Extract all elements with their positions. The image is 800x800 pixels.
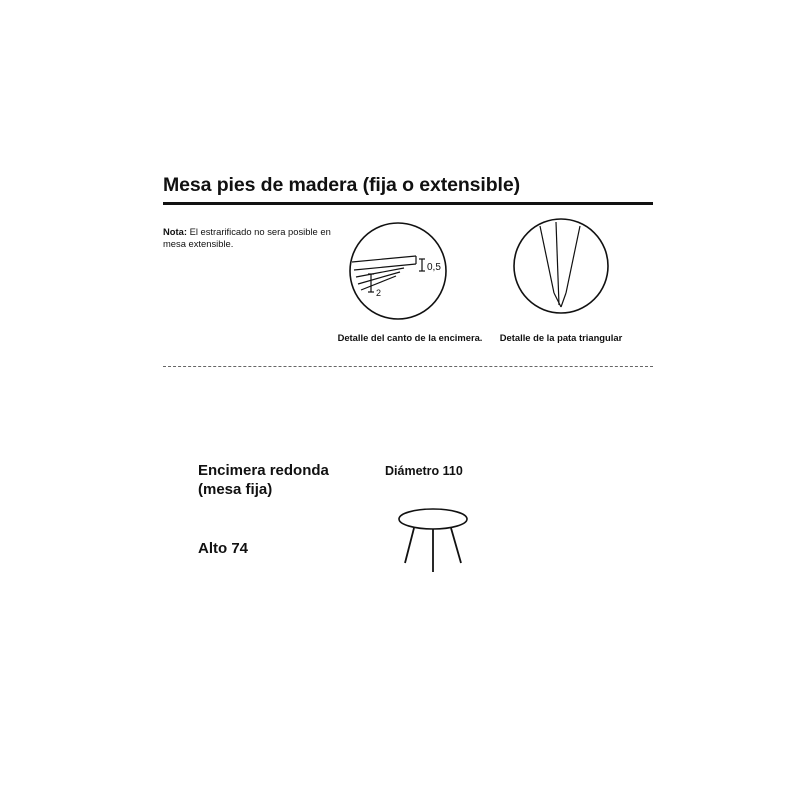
table-height-label: Alto 74 — [198, 540, 249, 557]
note-text: El estrarificado no sera posible en mesa extensible. — [163, 226, 331, 249]
thickness-dimension-label: 0,5 — [427, 262, 441, 273]
table-legs — [405, 528, 461, 572]
depth-dimension-label: 2 — [376, 288, 382, 298]
leg-detail-caption: Detalle de la pata triangular — [499, 332, 623, 343]
note-label: Nota: — [163, 226, 187, 237]
page-title: Mesa pies de madera (fija o extensible) — [163, 174, 520, 196]
round-tabletop — [399, 509, 467, 529]
table-diameter-label: Diámetro 110 — [385, 464, 463, 478]
tabletop-type-label: Encimera redonda (mesa fija) — [198, 462, 329, 498]
edge-detail-caption: Detalle del canto de la encimera. — [337, 332, 483, 343]
